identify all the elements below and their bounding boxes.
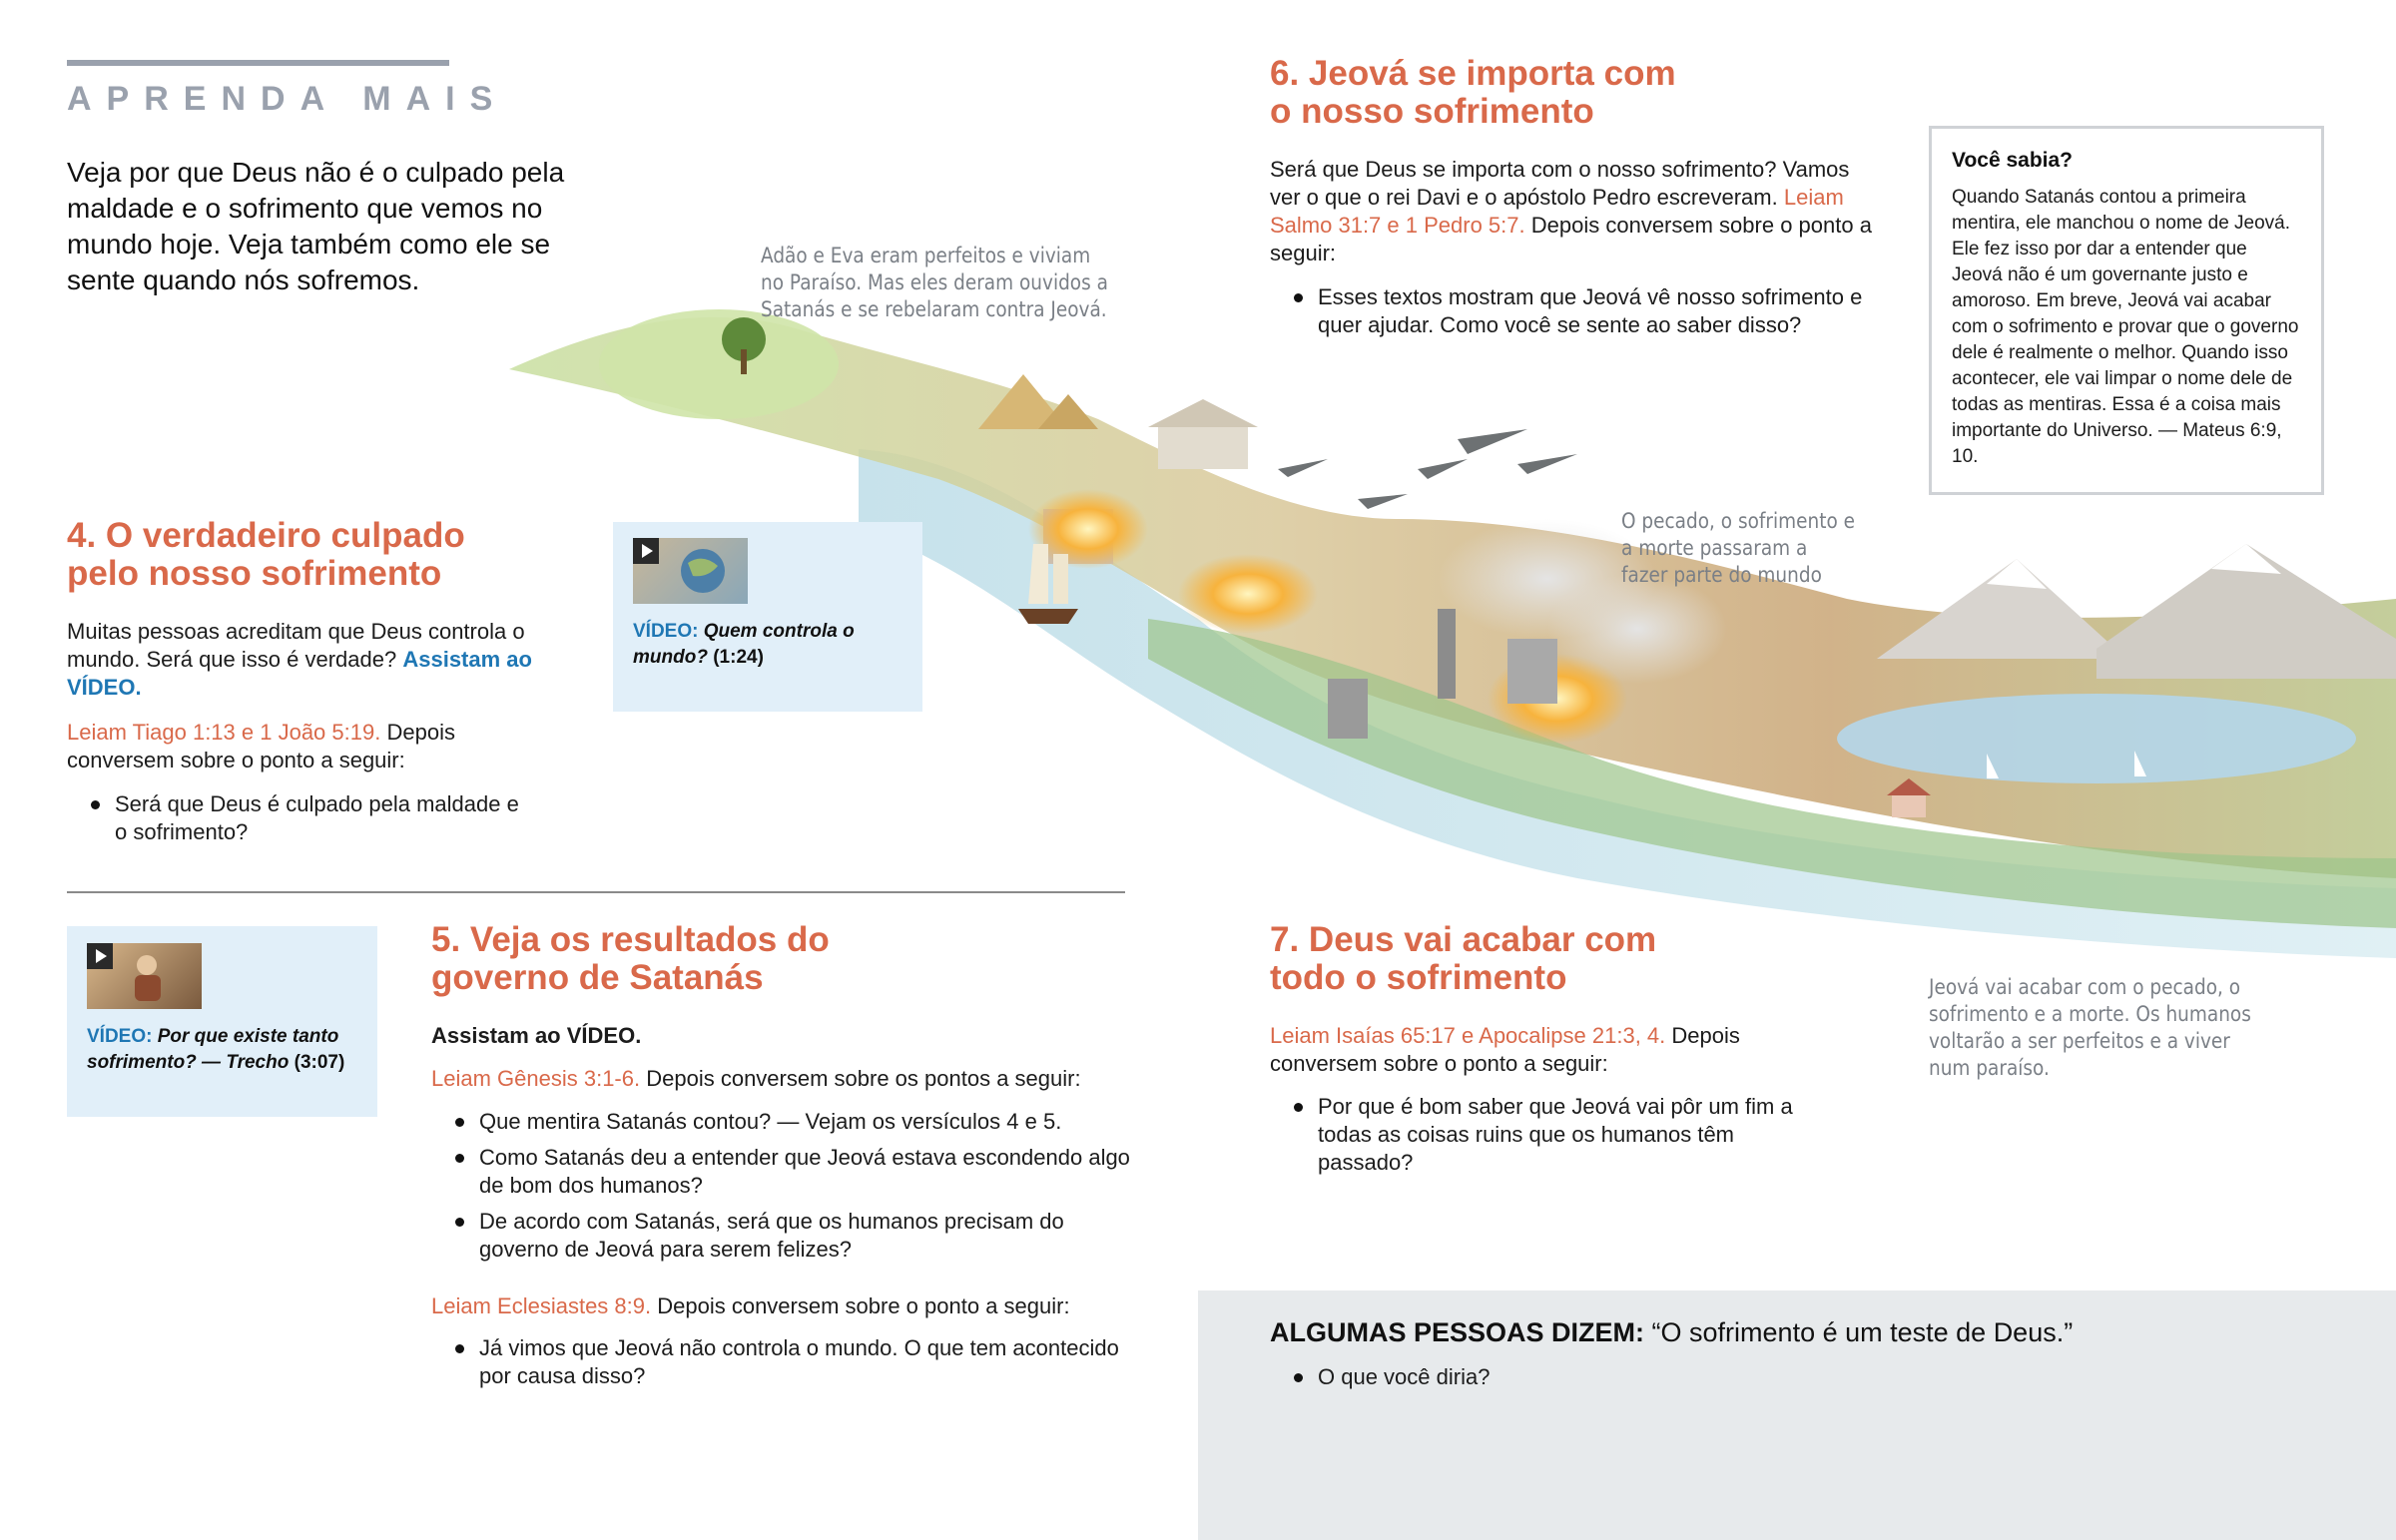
list-item: O que você diria? (1270, 1363, 1869, 1391)
video-duration: (3:07) (294, 1052, 345, 1073)
video-title: Quem controla o mundo? (633, 621, 855, 668)
section-4-bullets (67, 790, 536, 854)
section-4-text (67, 618, 546, 702)
caption-paradise: Adão e Eva eram perfeitos e viviam no Paraíso. Mas eles deram ouvidos a Satanás e se rebelaram contra Jeová. (761, 244, 1108, 321)
section-6-bullets (1270, 283, 1889, 347)
scripture-ref[interactable]: Leiam Salmo 31:7 e 1 Pedro 5:7. (1270, 185, 1844, 238)
list-item: Esses textos mostram que Jeová vê nosso sofrimento e quer ajudar. Como você se sente ao saber disso? (1270, 283, 1889, 339)
some-people-say-heading (1270, 1317, 2073, 1348)
video-card-2[interactable] (67, 926, 377, 1117)
reading-instruction: Depois conversem sobre os pontos a seguir: (646, 1066, 1081, 1091)
intro-text: Veja por que Deus não é o culpado pela maldade e o sofrimento que vemos no mundo hoje. Veja também como ele se sente quando nós sofremos. (67, 157, 565, 295)
list-item: Como Satanás deu a entender que Jeová estava escondendo algo de bom dos humanos? (431, 1144, 1130, 1200)
section-5-title: 5. Veja os resultados do governo de Satanás (431, 920, 830, 997)
scripture-ref[interactable]: Leiam Eclesiastes 8:9. (431, 1293, 652, 1318)
did-you-know-text: Quando Satanás contou a primeira mentira, ele manchou o nome de Jeová. Ele fez isso por dar a entender que Jeová não é um governante justo e amoroso. Em breve, Jeová vai acabar com o sofrimento e provar que o governo dele é realmente o melhor. Quando isso acontecer, ele vai limpar o nome dele de todas as mentiras. Essa é a coisa mais importante do Universo. — Mateus 6:9, 10. (1952, 187, 2299, 467)
scripture-ref[interactable]: Leiam Gênesis 3:1-6. (431, 1066, 641, 1091)
caption-future: Jeová vai acabar com o pecado, o sofrimento e a morte. Os humanos voltarão a ser perfeitos e a viver num paraíso. (1929, 975, 2251, 1080)
reading-instruction: Depois conversem sobre o ponto a seguir: (67, 720, 455, 772)
some-people-say-quote: “O sofrimento é um teste de Deus.” (1651, 1317, 2074, 1347)
section-kicker: APRENDA MAIS (67, 80, 508, 118)
section-6-body: Será que Deus se importa com o nosso sofrimento? Vamos ver o que o rei Davi e o apóstolo Pedro escreveram. (1270, 157, 1850, 210)
section-7-reading (1270, 1022, 1789, 1078)
section-5-video-link[interactable]: Assistam ao VÍDEO. (431, 1023, 642, 1048)
section-4-video-link[interactable]: Assistam ao VÍDEO. (67, 647, 532, 700)
did-you-know-box (1929, 126, 2324, 495)
some-people-say-bullets (1270, 1363, 1869, 1399)
video-duration: (1:24) (713, 647, 764, 668)
caption-sin: O pecado, o sofrimento e a morte passaram a fazer parte do mundo (1621, 509, 1856, 587)
did-you-know-title: Você sabia? (1952, 149, 2073, 172)
section-4-title: 4. O verdadeiro culpado pelo nosso sofrimento (67, 516, 465, 593)
list-item: De acordo com Satanás, será que os humanos precisam do governo de Jeová para serem felizes? (431, 1208, 1130, 1264)
section-5-bullets-1 (431, 1108, 1130, 1272)
reading-instruction: Depois conversem sobre o ponto a seguir: (1270, 213, 1872, 265)
video-title: Por que existe tanto sofrimento? — Trecho (87, 1026, 339, 1073)
section-6-title: 6. Jeová se importa com o nosso sofrimento (1270, 54, 1676, 131)
play-icon (633, 538, 659, 564)
video-thumbnail[interactable] (87, 943, 202, 1009)
list-item: Será que Deus é culpado pela maldade e o sofrimento? (67, 790, 536, 846)
list-item: Já vimos que Jeová não controla o mundo. O que tem acontecido por causa disso? (431, 1334, 1130, 1390)
play-icon (87, 943, 113, 969)
section-divider (67, 891, 1125, 893)
section-5-reading-2 (431, 1292, 1130, 1320)
video-card-1[interactable] (613, 522, 922, 712)
video-thumbnail[interactable] (633, 538, 748, 604)
list-item: Que mentira Satanás contou? — Vejam os versículos 4 e 5. (431, 1108, 1130, 1136)
header-rule (67, 60, 449, 66)
reading-instruction: Depois conversem sobre o ponto a seguir: (1270, 1023, 1740, 1076)
some-people-say-label: ALGUMAS PESSOAS DIZEM: (1270, 1317, 1645, 1347)
section-6-text (1270, 156, 1879, 267)
section-5-bullets-2 (431, 1334, 1130, 1398)
section-4-reading (67, 719, 546, 774)
list-item: Por que é bom saber que Jeová vai pôr um fim a todas as coisas ruins que os humanos têm passado? (1270, 1093, 1829, 1177)
section-7-bullets (1270, 1093, 1829, 1185)
scripture-ref[interactable]: Leiam Isaías 65:17 e Apocalipse 21:3, 4. (1270, 1023, 1666, 1048)
video-kind: VÍDEO: (87, 1026, 153, 1047)
scripture-ref[interactable]: Leiam Tiago 1:13 e 1 João 5:19. (67, 720, 381, 745)
section-5-reading-1 (431, 1065, 1130, 1093)
video-kind: VÍDEO: (633, 621, 699, 642)
video-1-label[interactable] (633, 619, 902, 671)
section-7-title: 7. Deus vai acabar com todo o sofrimento (1270, 920, 1657, 997)
section-4-body: Muitas pessoas acreditam que Deus controla o mundo. Será que isso é verdade? (67, 619, 525, 672)
video-2-label[interactable] (87, 1024, 366, 1076)
reading-instruction: Depois conversem sobre o ponto a seguir: (657, 1293, 1070, 1318)
